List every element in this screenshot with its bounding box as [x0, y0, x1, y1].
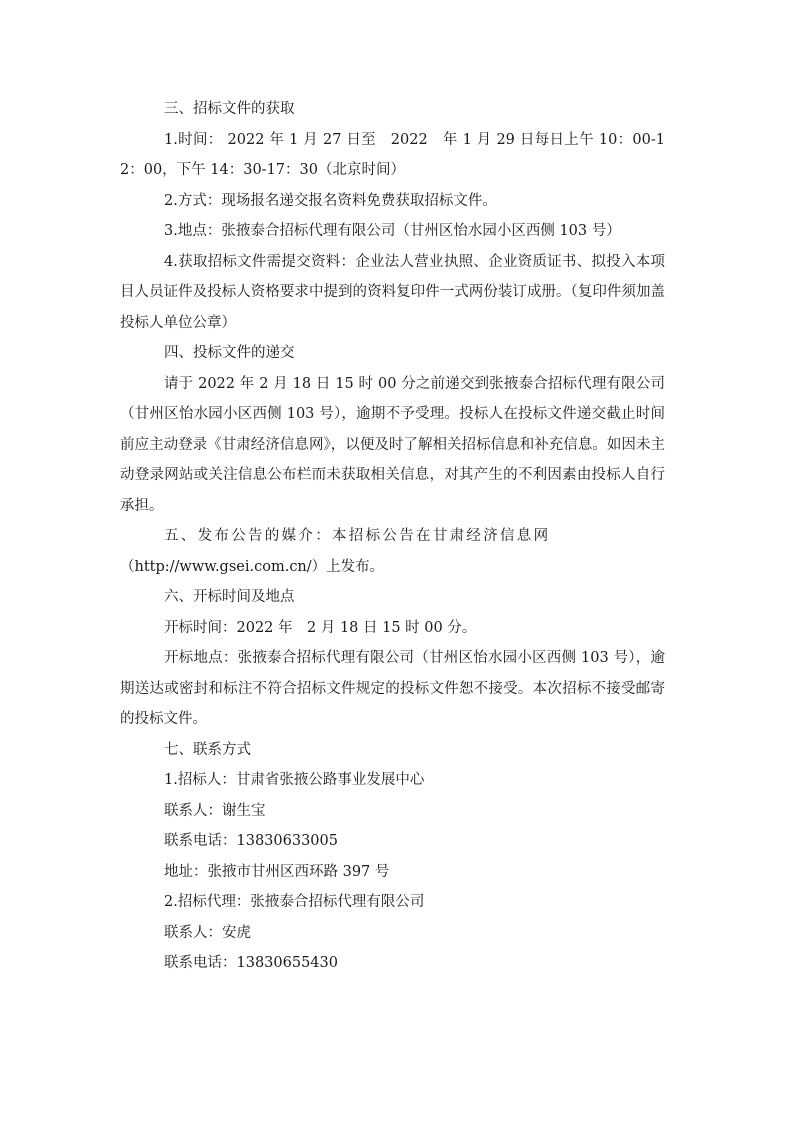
section-3-method: 2.方式：现场报名递交报名资料免费获取招标文件。 [164, 192, 497, 209]
section-5-url-line: （http://www.gsei.com.cn/）上发布。 [120, 558, 385, 575]
section-4-body: 请于 2022 年 2 月 18 日 15 时 00 分之前递交到张掖泰合招标代理有限公司（甘州区怡水园小区西侧 103 号），逾期不予受理。投标人在投标文件递交截止时间前应主动登录《甘肃经济信息网》，以便及时了解相关招标信息和补充信息。如因未主动登录网站或关注信息公布栏而未获取相关信息，对其产生的不利因素由投标人自行承担。 [120, 375, 665, 514]
section-7-heading: 七、联系方式 [164, 741, 251, 758]
section-3-place: 3.地点：张掖泰合招标代理有限公司（甘州区怡水园小区西侧 103 号） [164, 223, 621, 239]
section-6-heading: 六、开标时间及地点 [164, 589, 295, 605]
tenderer-address: 地址：张掖市甘州区西环路 397 号 [164, 863, 390, 880]
section-3-materials: 4.获取招标文件需提交资料：企业法人营业执照、企业资质证书、拟投入本项目人员证件及投标人资格要求中提到的资料复印件一式两份装订成册。（复印件须加盖投标人单位公章） [120, 253, 665, 331]
section-6-time: 开标时间：2022 年 2 月 18 日 15 时 00 分。 [164, 619, 477, 636]
section-5-text: 五、发布公告的媒介：本招标公告在甘肃经济信息网 [164, 528, 551, 544]
section-3-time: 1.时间： 2022 年 1 月 27 日至 2022 年 1 月 29 日每日上午 10：00-12：00，下午 14：30-17：30（北京时间） [120, 131, 665, 178]
section-3-heading: 三、招标文件的获取 [164, 101, 295, 117]
section-4-heading: 四、投标文件的递交 [164, 345, 295, 361]
tenderer-contact: 联系人：谢生宝 [164, 802, 266, 819]
tenderer: 1.招标人：甘肃省张掖公路事业发展中心 [164, 772, 425, 788]
document-body [120, 94, 665, 979]
section-6-place: 开标地点：张掖泰合招标代理有限公司（甘州区怡水园小区西侧 103 号），逾期送达或密封和标注不符合招标文件规定的投标文件恕不接受。本次招标不接受邮寄的投标文件。 [120, 650, 665, 727]
agent: 2.招标代理：张掖泰合招标代理有限公司 [164, 894, 425, 910]
agent-phone: 联系电话：13830655430 [164, 955, 338, 971]
tenderer-phone: 联系电话：13830633005 [164, 833, 338, 849]
agent-contact: 联系人：安虎 [164, 924, 251, 941]
